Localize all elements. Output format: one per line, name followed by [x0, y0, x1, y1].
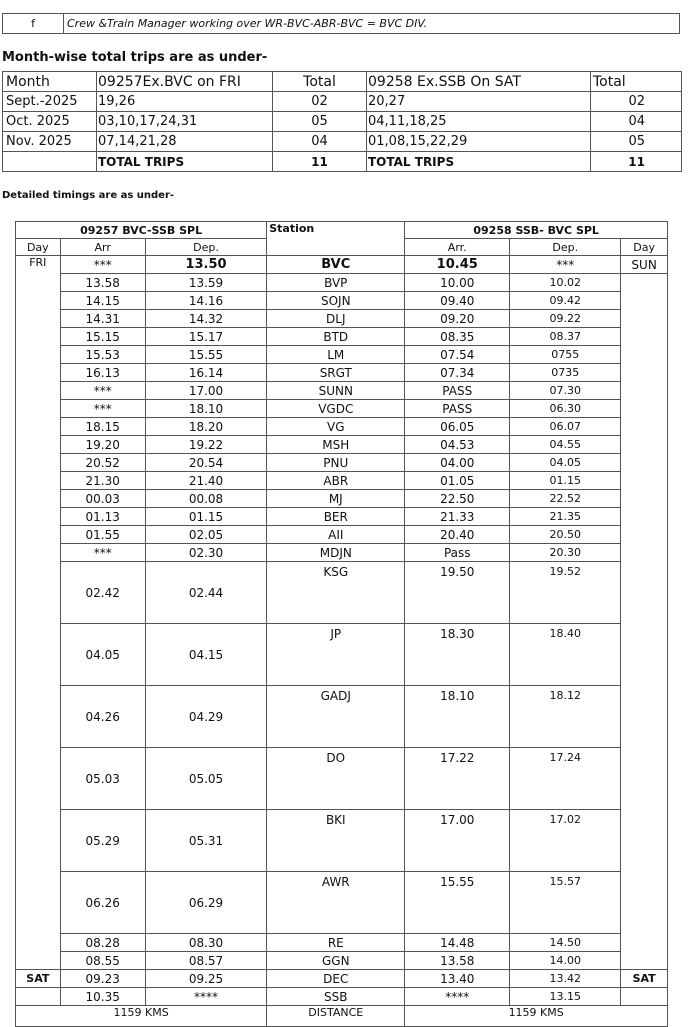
- col-up-total: Total: [273, 72, 367, 92]
- dep-time-up: 01.15: [145, 508, 266, 526]
- start-day-up: FRI: [16, 256, 61, 970]
- total-trips-label: TOTAL TRIPS: [97, 152, 273, 172]
- down-dates-cell: 20,27: [367, 92, 591, 112]
- timing-row: [16, 810, 668, 872]
- monthwise-row: [3, 132, 682, 152]
- down-dates-cell: 01,08,15,22,29: [367, 132, 591, 152]
- dep-time-up: 06.29: [145, 872, 266, 934]
- station-code: ABR: [267, 472, 405, 490]
- arr-time-up: 09.23: [60, 970, 145, 988]
- station-code: VG: [267, 418, 405, 436]
- station-code: GADJ: [267, 686, 405, 748]
- arr-time-down: 09.20: [405, 310, 510, 328]
- arr-time-down: 18.30: [405, 624, 510, 686]
- distance-row: [16, 1006, 668, 1027]
- day-header: Day: [16, 239, 61, 256]
- dep-time-up: 15.17: [145, 328, 266, 346]
- up-total-cell: 04: [273, 132, 367, 152]
- dep-time-down: 06.07: [510, 418, 621, 436]
- dep-time-up: 02.30: [145, 544, 266, 562]
- dep-time-down: 21.35: [510, 508, 621, 526]
- day-cell-empty: [621, 988, 668, 1006]
- station-code: GGN: [267, 952, 405, 970]
- arr-time-down: 06.05: [405, 418, 510, 436]
- timing-row: [16, 872, 668, 934]
- station-code: LM: [267, 346, 405, 364]
- note-text: Crew &Train Manager working over WR-BVC-ABR-BVC = BVC DIV.: [64, 14, 680, 34]
- station-header: Station: [267, 222, 405, 256]
- dep-time-up: 19.22: [145, 436, 266, 454]
- month-cell: Nov. 2025: [3, 132, 97, 152]
- dep-time-up: 02.05: [145, 526, 266, 544]
- dep-time-down: 0755: [510, 346, 621, 364]
- dep-time-up: 16.14: [145, 364, 266, 382]
- arr-time-down: 08.35: [405, 328, 510, 346]
- down-total-cell: 05: [591, 132, 682, 152]
- timing-row: [16, 624, 668, 686]
- timing-row: [16, 526, 668, 544]
- timing-row: [16, 952, 668, 970]
- timings-table: [15, 221, 668, 1027]
- monthwise-row: [3, 112, 682, 132]
- day-cell-empty: [621, 274, 668, 970]
- dep-time-up: 18.10: [145, 400, 266, 418]
- station-code: MSH: [267, 436, 405, 454]
- dep-time-down: 07.30: [510, 382, 621, 400]
- monthwise-header-row: [3, 72, 682, 92]
- arr-time-up: ***: [60, 382, 145, 400]
- arr-time-up: 13.58: [60, 274, 145, 292]
- station-code: DO: [267, 748, 405, 810]
- dep-time-down: 13.15: [510, 988, 621, 1006]
- station-code: BTD: [267, 328, 405, 346]
- dep-time-down: 18.12: [510, 686, 621, 748]
- train-up-title: 09257 BVC-SSB SPL: [16, 222, 267, 239]
- dep-time-up: 04.15: [145, 624, 266, 686]
- arr-time-up: 04.05: [60, 624, 145, 686]
- end-day-down: SAT: [621, 970, 668, 988]
- arr-time-up: 06.26: [60, 872, 145, 934]
- month-cell: Oct. 2025: [3, 112, 97, 132]
- dep-time-up: 21.40: [145, 472, 266, 490]
- station-code: DLJ: [267, 310, 405, 328]
- timing-row: [16, 292, 668, 310]
- dep-time-up: 02.44: [145, 562, 266, 624]
- dep-time-down: 17.02: [510, 810, 621, 872]
- monthwise-table: [2, 71, 682, 172]
- timings-heading: Detailed timings are as under-: [2, 190, 175, 201]
- station-code: MJ: [267, 490, 405, 508]
- station-code: SOJN: [267, 292, 405, 310]
- distance-up: 1159 KMS: [16, 1006, 267, 1027]
- arr-time-down: 13.40: [405, 970, 510, 988]
- arr-time-down: ****: [405, 988, 510, 1006]
- arr-time-up: 10.35: [60, 988, 145, 1006]
- dep-time-up: 09.25: [145, 970, 266, 988]
- dep-time-up: 05.05: [145, 748, 266, 810]
- arr-time-down: 13.58: [405, 952, 510, 970]
- arr-time-down: 10.00: [405, 274, 510, 292]
- arr-time-up: 18.15: [60, 418, 145, 436]
- station-code: AII: [267, 526, 405, 544]
- arr-time-up: 16.13: [60, 364, 145, 382]
- arr-time-down: 01.05: [405, 472, 510, 490]
- arr-time-down: 21.33: [405, 508, 510, 526]
- dep-time-down: 10.02: [510, 274, 621, 292]
- arr-header: Arr.: [405, 239, 510, 256]
- dep-time-down: 01.15: [510, 472, 621, 490]
- timing-row: [16, 748, 668, 810]
- dep-time-down: 0735: [510, 364, 621, 382]
- day-header: Day: [621, 239, 668, 256]
- dep-time-down: 08.37: [510, 328, 621, 346]
- total-trips-label: TOTAL TRIPS: [367, 152, 591, 172]
- up-dates-cell: 03,10,17,24,31: [97, 112, 273, 132]
- dep-time-up: 05.31: [145, 810, 266, 872]
- arr-time-up: 02.42: [60, 562, 145, 624]
- station-code: BER: [267, 508, 405, 526]
- arr-time-down: 17.00: [405, 810, 510, 872]
- col-down-total: Total: [591, 72, 682, 92]
- distance-label: DISTANCE: [267, 1006, 405, 1027]
- arr-time-up: 21.30: [60, 472, 145, 490]
- arr-time-down: 10.45: [405, 256, 510, 274]
- arr-time-up: 04.26: [60, 686, 145, 748]
- station-code: SUNN: [267, 382, 405, 400]
- monthwise-heading: Month-wise total trips are as under-: [2, 50, 268, 65]
- station-code: SSB: [267, 988, 405, 1006]
- up-dates-cell: 19,26: [97, 92, 273, 112]
- timing-row: [16, 328, 668, 346]
- timing-row: [16, 454, 668, 472]
- dep-time-down: 06.30: [510, 400, 621, 418]
- day-cell-empty: [16, 988, 61, 1006]
- timing-row: [16, 934, 668, 952]
- dep-time-up: 00.08: [145, 490, 266, 508]
- dep-time-up: 04.29: [145, 686, 266, 748]
- arr-time-up: 05.03: [60, 748, 145, 810]
- dep-time-up: 14.32: [145, 310, 266, 328]
- station-code: BVC: [267, 256, 405, 274]
- dep-time-up: 13.59: [145, 274, 266, 292]
- train-down-title: 09258 SSB- BVC SPL: [405, 222, 668, 239]
- arr-time-up: 15.15: [60, 328, 145, 346]
- dep-time-up: 08.30: [145, 934, 266, 952]
- col-down-dates: 09258 Ex.SSB On SAT: [367, 72, 591, 92]
- arr-time-up: 14.31: [60, 310, 145, 328]
- station-code: DEC: [267, 970, 405, 988]
- arr-time-up: 08.28: [60, 934, 145, 952]
- dep-time-down: 14.00: [510, 952, 621, 970]
- timing-row: [16, 988, 668, 1006]
- note-table: [2, 13, 680, 34]
- distance-down: 1159 KMS: [405, 1006, 668, 1027]
- dep-time-down: 22.52: [510, 490, 621, 508]
- monthwise-row: [3, 92, 682, 112]
- up-dates-cell: 07,14,21,28: [97, 132, 273, 152]
- note-code: f: [3, 14, 64, 34]
- month-cell: Sept.-2025: [3, 92, 97, 112]
- arr-time-down: 04.53: [405, 436, 510, 454]
- timing-row: [16, 382, 668, 400]
- dep-time-up: 17.00: [145, 382, 266, 400]
- dep-time-down: 09.22: [510, 310, 621, 328]
- arr-time-down: 15.55: [405, 872, 510, 934]
- arr-time-down: 07.34: [405, 364, 510, 382]
- station-code: PNU: [267, 454, 405, 472]
- dep-time-up: 18.20: [145, 418, 266, 436]
- timing-row: [16, 418, 668, 436]
- dep-time-up: 14.16: [145, 292, 266, 310]
- timing-row: [16, 472, 668, 490]
- arr-time-down: 20.40: [405, 526, 510, 544]
- dep-time-down: ***: [510, 256, 621, 274]
- arr-time-up: 20.52: [60, 454, 145, 472]
- arr-time-up: 14.15: [60, 292, 145, 310]
- arr-time-up: ***: [60, 400, 145, 418]
- timing-row: [16, 256, 668, 274]
- dep-time-down: 04.05: [510, 454, 621, 472]
- timing-row: [16, 400, 668, 418]
- arr-time-up: 01.13: [60, 508, 145, 526]
- arr-time-up: 19.20: [60, 436, 145, 454]
- monthwise-total-row: [3, 152, 682, 172]
- arr-header: Arr: [60, 239, 145, 256]
- arr-time-up: 08.55: [60, 952, 145, 970]
- arr-time-down: 07.54: [405, 346, 510, 364]
- arr-time-up: ***: [60, 256, 145, 274]
- station-code: VGDC: [267, 400, 405, 418]
- dep-time-down: 18.40: [510, 624, 621, 686]
- timing-row: [16, 686, 668, 748]
- up-total-cell: 02: [273, 92, 367, 112]
- arr-time-down: 09.40: [405, 292, 510, 310]
- end-day-up: SAT: [16, 970, 61, 988]
- station-code: JP: [267, 624, 405, 686]
- dep-time-down: 20.50: [510, 526, 621, 544]
- dep-time-up: 20.54: [145, 454, 266, 472]
- dep-time-down: 15.57: [510, 872, 621, 934]
- arr-time-up: 15.53: [60, 346, 145, 364]
- arr-time-down: 19.50: [405, 562, 510, 624]
- dep-time-down: 20.30: [510, 544, 621, 562]
- station-code: BVP: [267, 274, 405, 292]
- arr-time-down: 04.00: [405, 454, 510, 472]
- dep-time-down: 09.42: [510, 292, 621, 310]
- station-code: AWR: [267, 872, 405, 934]
- start-day-down: SUN: [621, 256, 668, 274]
- arr-time-up: 00.03: [60, 490, 145, 508]
- station-code: RE: [267, 934, 405, 952]
- down-total-cell: 02: [591, 92, 682, 112]
- dep-time-up: ****: [145, 988, 266, 1006]
- dep-time-down: 04.55: [510, 436, 621, 454]
- dep-time-up: 08.57: [145, 952, 266, 970]
- arr-time-down: Pass: [405, 544, 510, 562]
- timing-row: [16, 436, 668, 454]
- arr-time-down: 18.10: [405, 686, 510, 748]
- dep-time-up: 15.55: [145, 346, 266, 364]
- down-dates-cell: 04,11,18,25: [367, 112, 591, 132]
- dep-time-up: 13.50: [145, 256, 266, 274]
- dep-header: Dep.: [510, 239, 621, 256]
- col-month: Month: [3, 72, 97, 92]
- arr-time-down: 14.48: [405, 934, 510, 952]
- down-total-cell: 04: [591, 112, 682, 132]
- timing-row: [16, 508, 668, 526]
- dep-time-down: 17.24: [510, 748, 621, 810]
- timing-row: [16, 490, 668, 508]
- total-trips-down: 11: [591, 152, 682, 172]
- arr-time-down: 17.22: [405, 748, 510, 810]
- arr-time-down: PASS: [405, 400, 510, 418]
- arr-time-up: 01.55: [60, 526, 145, 544]
- station-code: MDJN: [267, 544, 405, 562]
- col-up-dates: 09257Ex.BVC on FRI: [97, 72, 273, 92]
- station-code: SRGT: [267, 364, 405, 382]
- dep-time-down: 19.52: [510, 562, 621, 624]
- up-total-cell: 05: [273, 112, 367, 132]
- station-code: BKI: [267, 810, 405, 872]
- arr-time-up: ***: [60, 544, 145, 562]
- timing-row: [16, 562, 668, 624]
- timing-row: [16, 346, 668, 364]
- station-code: KSG: [267, 562, 405, 624]
- timing-row: [16, 310, 668, 328]
- dep-time-down: 14.50: [510, 934, 621, 952]
- dep-time-down: 13.42: [510, 970, 621, 988]
- arr-time-down: 22.50: [405, 490, 510, 508]
- arr-time-down: PASS: [405, 382, 510, 400]
- timing-row: [16, 970, 668, 988]
- timing-row: [16, 364, 668, 382]
- timing-row: [16, 274, 668, 292]
- timing-row: [16, 544, 668, 562]
- arr-time-up: 05.29: [60, 810, 145, 872]
- dep-header: Dep.: [145, 239, 266, 256]
- total-trips-up: 11: [273, 152, 367, 172]
